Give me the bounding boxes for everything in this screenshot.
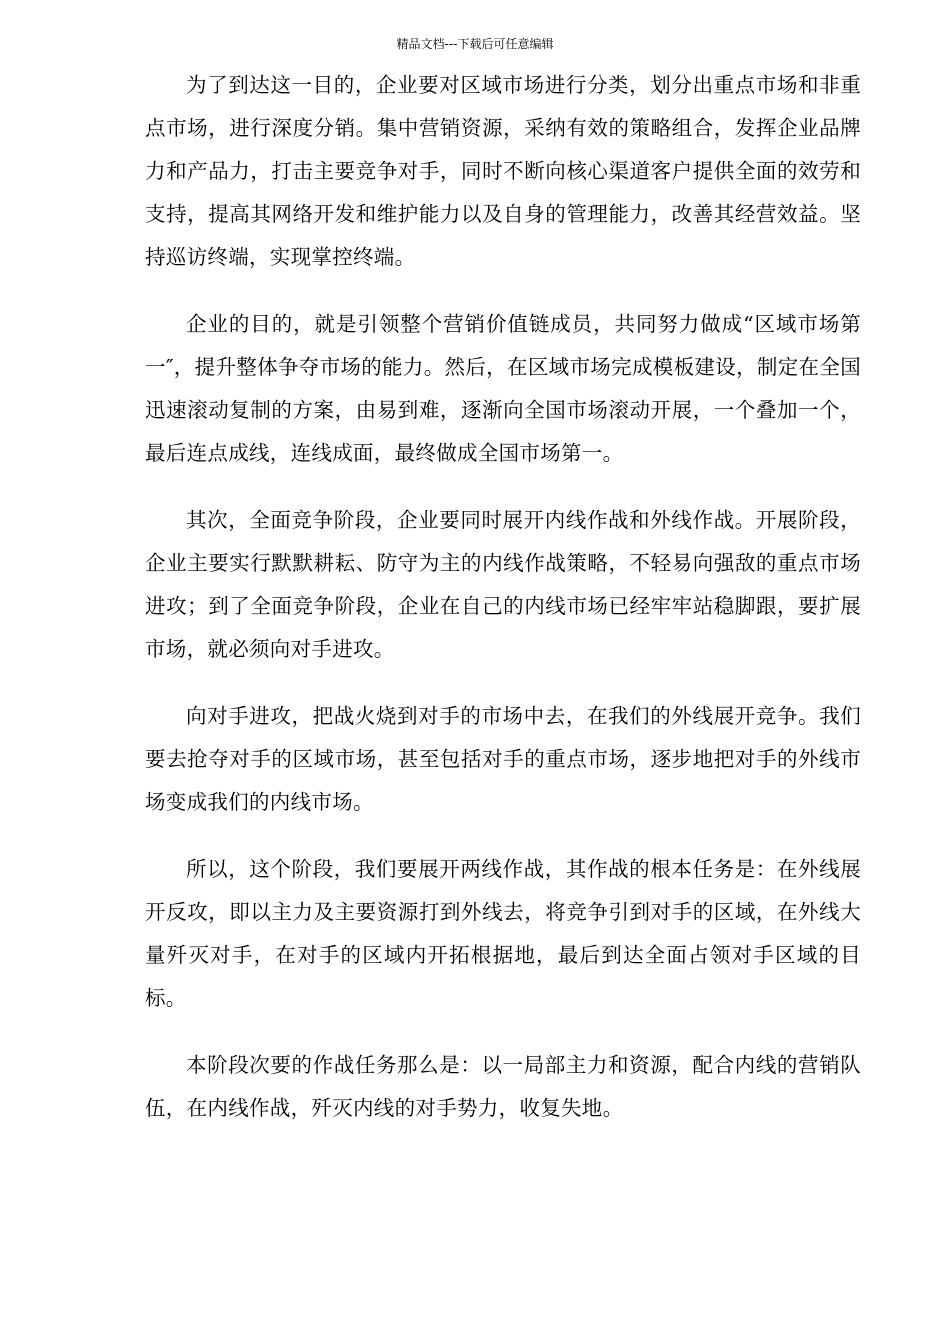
paragraph-6: 本阶段次要的作战任务那么是：以一局部主力和资源，配合内线的营销队伍，在内线作战，歼灭内线的对手势力，收复失地。 bbox=[145, 1053, 861, 1120]
paragraph-5: 所以，这个阶段，我们要展开两线作战，其作战的根本任务是：在外线展开反攻，即以主力及主要资源打到外线去，将竞争引到对手的区域，在外线大量歼灭对手，在对手的区域内开拓根据地，最后到达全面占领对手区域的目标。 bbox=[145, 857, 861, 1010]
page-header: 精品文档---下载后可任意编辑 bbox=[396, 37, 554, 51]
paragraph-1: 为了到达这一目的，企业要对区域市场进行分类，划分出重点市场和非重点市场，进行深度分销。集中营销资源，采纳有效的策略组合，发挥企业品牌力和产品力，打击主要竞争对手，同时不断向核心渠道客户提供全面的效劳和支持，提高其网络开发和维护能力以及自身的管理能力，改善其经营效益。坚持巡访终端，实现掌控终端。 bbox=[145, 73, 861, 269]
document-body bbox=[145, 64, 861, 1154]
paragraph-2: 企业的目的，就是引领整个营销价值链成员，共同努力做成“区域市场第一″，提升整体争夺市场的能力。然后，在区域市场完成模板建设，制定在全国迅速滚动复制的方案，由易到难，逐渐向全国市场滚动开展，一个叠加一个，最后连点成线，连线成面，最终做成全国市场第一。 bbox=[145, 312, 861, 465]
paragraph-3: 其次，全面竞争阶段，企业要同时展开内线作战和外线作战。开展阶段，企业主要实行默默耕耘、防守为主的内线作战策略，不轻易向强敌的重点市场进攻；到了全面竞争阶段，企业在自己的内线市场已经牢牢站稳脚跟，要扩展市场，就必须向对手进攻。 bbox=[145, 508, 861, 661]
paragraph-4: 向对手进攻，把战火烧到对手的市场中去，在我们的外线展开竞争。我们要去抢夺对手的区域市场，甚至包括对手的重点市场，逐步地把对手的外线市场变成我们的内线市场。 bbox=[145, 704, 861, 814]
